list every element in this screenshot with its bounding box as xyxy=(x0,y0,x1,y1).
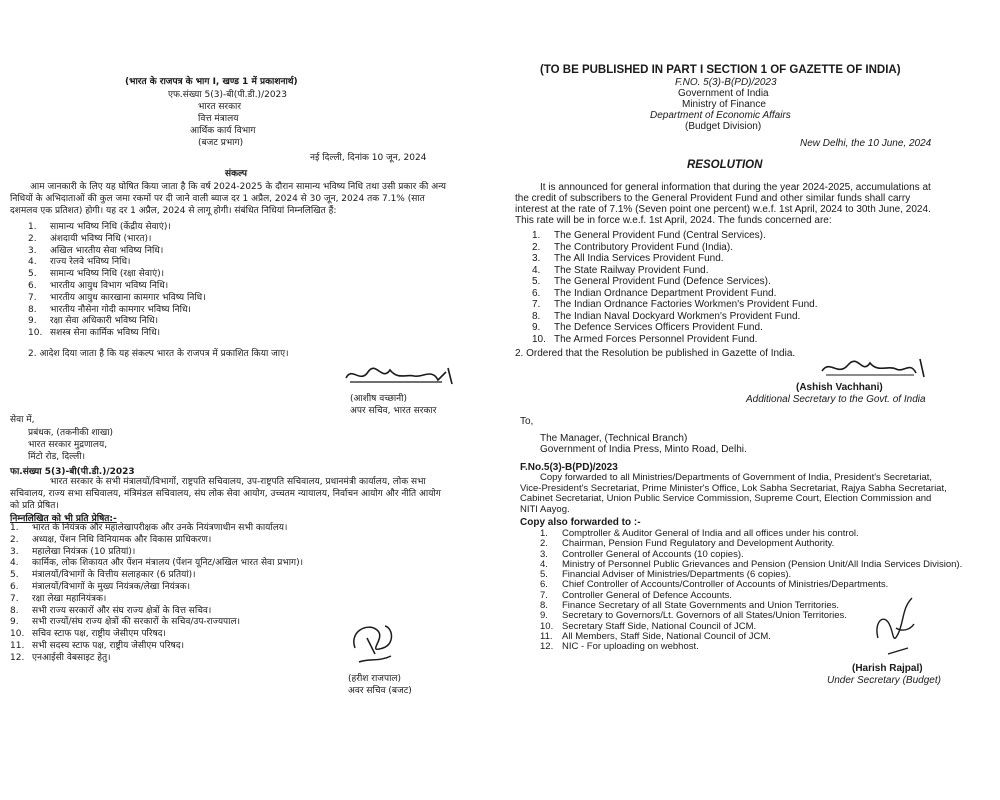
hindi-fund-item-text: अखिल भारतीय सेवा भविष्य निधि। xyxy=(50,245,164,256)
english-fund-item-text: The General Provident Fund (Defence Services). xyxy=(554,276,771,287)
hindi-recipient-item xyxy=(10,523,303,535)
english-to-label: To, xyxy=(520,416,534,427)
hindi-copy-paragraph: भारत सरकार के सभी मंत्रालयों/विभागों, राष्ट्रपति सचिवालय, उप-राष्ट्रपति सचिवालय, प्रधानमंत्री कार्यालय, लोक सभा सचिवालय, राज्य सभा सचिवालय, मंत्रिमंडल सचिवालय, संघ लोक सेवा आयोग, उच्चतम न्यायालय, निर्वाचन आयोग और नीति आयोग को प्रति प्रेषित। xyxy=(10,477,441,511)
hindi-recipient-item xyxy=(10,629,303,641)
english-fund-item xyxy=(532,230,818,242)
hindi-fund-item xyxy=(28,222,206,234)
english-fund-item-text: The State Railway Provident Fund. xyxy=(554,264,709,276)
hindi-fund-item-number: 7. xyxy=(28,292,37,303)
english-copy-also-heading: Copy also forwarded to :- xyxy=(520,517,641,528)
english-fund-item xyxy=(532,242,818,254)
english-fund-item-number: 4. xyxy=(532,264,541,276)
hindi-fund-item xyxy=(28,316,206,328)
english-fund-item-text: The Armed Forces Personnel Provident Fund. xyxy=(554,333,758,345)
english-to-line-1: The Manager, (Technical Branch) xyxy=(540,433,688,444)
english-order-text: 2. Ordered that the Resolution be published in Gazette of India. xyxy=(515,348,796,359)
hindi-recipient-item-text: भारत के नियंत्रक और महालेखापरीक्षक और उनके नियंत्रणाधीन सभी कार्यालय। xyxy=(32,523,288,533)
english-fund-item-number: 3. xyxy=(532,253,541,264)
english-file-number: F.NO. 5(3)-B(PD)/2023 xyxy=(675,77,777,88)
hindi-fund-item xyxy=(28,234,206,246)
english-recipient-item-number: 5. xyxy=(540,569,548,581)
hindi-recipient-item-text: महालेखा नियंत्रक (10 प्रतियां)। xyxy=(32,546,136,557)
hindi-govt: भारत सरकार xyxy=(198,102,242,112)
english-recipient-item-number: 6. xyxy=(540,579,548,591)
english-fund-item-number: 2. xyxy=(532,241,541,253)
hindi-recipient-item-number: 8. xyxy=(10,605,19,616)
english-recipient-item-text: Financial Adviser of Ministries/Departments (6 copies). xyxy=(562,569,792,581)
english-fund-item-text: The General Provident Fund (Central Services). xyxy=(554,230,766,241)
hindi-fund-item-number: 3. xyxy=(28,245,37,256)
english-recipient-item-number: 11. xyxy=(540,630,553,642)
hindi-fund-item-number: 4. xyxy=(28,257,37,268)
hindi-recipient-item xyxy=(10,594,303,606)
hindi-fund-item-number: 2. xyxy=(28,233,37,244)
english-file-number-2: F.No.5(3)-B(PD)/2023 xyxy=(520,462,618,473)
english-resolution-title: RESOLUTION xyxy=(687,159,763,171)
hindi-recipient-item-number: 3. xyxy=(10,546,19,557)
english-fund-item xyxy=(532,288,818,300)
hindi-signature-2 xyxy=(345,618,405,673)
english-fund-item-text: The All India Services Provident Fund. xyxy=(554,253,724,264)
english-recipient-item-number: 2. xyxy=(540,538,548,550)
hindi-recipient-item-text: मंत्रालयों/विभागों के मुख्य नियंत्रक/लेखा नियंत्रक। xyxy=(32,581,191,592)
hindi-recipient-item xyxy=(10,547,303,559)
hindi-signatory-1-title: अपर सचिव, भारत सरकार xyxy=(350,406,437,416)
hindi-recipient-item-number: 4. xyxy=(10,558,19,569)
english-fund-item-text: The Indian Ordnance Department Provident Fund. xyxy=(554,287,777,299)
english-signatory-2-title: Under Secretary (Budget) xyxy=(827,675,941,686)
english-fund-item-number: 8. xyxy=(532,310,541,322)
english-signatory-2-name: (Harish Rajpal) xyxy=(852,663,923,674)
hindi-department: आर्थिक कार्य विभाग xyxy=(190,126,256,136)
hindi-recipient-item xyxy=(10,570,303,582)
english-funds-list xyxy=(532,230,818,345)
hindi-fund-item xyxy=(28,305,206,317)
hindi-resolution-title: संकल्प xyxy=(225,169,247,179)
hindi-recipient-item-text: रक्षा लेखा महानियंत्रक। xyxy=(32,593,107,604)
english-recipient-item-number: 1. xyxy=(540,528,548,539)
hindi-to-line-2: भारत सरकार मुद्रणालय, xyxy=(28,440,108,450)
english-fund-item-text: The Indian Naval Dockyard Workmen's Provident Fund. xyxy=(554,310,801,322)
hindi-recipient-item-text: सचिव स्टाफ पक्ष, राष्ट्रीय जेसीएम परिषद। xyxy=(32,629,166,640)
english-fund-item xyxy=(532,253,818,265)
english-ministry: Ministry of Finance xyxy=(682,99,766,110)
hindi-recipient-item-number: 12. xyxy=(10,652,25,663)
hindi-recipient-item-number: 10. xyxy=(10,629,25,640)
hindi-intro-paragraph: आम जानकारी के लिए यह घोषित किया जाता है कि वर्ष 2024-2025 के दौरान सामान्य भविष्य निधि तथा उसी प्रकार की अन्य निधियों के अभिदाताओं की कुल जमा रकमों पर दी जाने वाली ब्याज दर 1 अप्रैल, 2024 से 30 जून, 2024 तक 7.1% (सात दशमलव एक प्रतिशत) होगी। यह दर 1 अप्रैल, 2024 से लागू होगी। संबंधित निधियां निम्नलिखित हैं: xyxy=(10,182,446,216)
hindi-recipient-item-text: कार्मिक, लोक शिकायत और पेंशन मंत्रालय (पेंशन यूनिट/अखिल भारत सेवा प्रभाग)। xyxy=(32,558,304,569)
hindi-fund-item-text: भारतीय आयुध कारखाना कामगार भविष्य निधि। xyxy=(50,292,206,303)
english-recipient-item-number: 8. xyxy=(540,600,548,612)
hindi-fund-item xyxy=(28,328,206,340)
hindi-recipient-item-number: 2. xyxy=(10,534,19,545)
english-recipient-item-text: Secretary Staff Side, National Council of JCM. xyxy=(562,620,757,632)
english-recipient-item-text: Chairman, Pension Fund Regulatory and Development Authority. xyxy=(562,538,835,550)
english-recipient-item-number: 9. xyxy=(540,610,548,622)
english-govt: Government of India xyxy=(678,88,769,99)
hindi-recipient-item xyxy=(10,558,303,570)
hindi-fund-item-text: राज्य रेलवे भविष्य निधि। xyxy=(50,257,131,268)
english-recipient-item-text: Controller General of Defence Accounts. xyxy=(562,589,733,601)
hindi-fund-item-number: 10. xyxy=(28,328,43,339)
english-recipient-item-text: Controller General of Accounts (10 copies). xyxy=(562,548,744,560)
english-department: Department of Economic Affairs xyxy=(650,110,791,121)
hindi-recipient-item-number: 6. xyxy=(10,581,19,592)
hindi-fund-item xyxy=(28,281,206,293)
english-publish-note: (TO BE PUBLISHED IN PART I SECTION 1 OF GAZETTE OF INDIA) xyxy=(540,64,901,76)
english-fund-item-text: The Defence Services Officers Provident Fund. xyxy=(554,322,763,333)
english-fund-item xyxy=(532,322,818,334)
hindi-to-label: सेवा में, xyxy=(10,415,35,425)
english-recipient-item-number: 10. xyxy=(540,620,554,632)
english-fund-item xyxy=(532,334,818,346)
english-intro-paragraph: It is announced for general information that during the year 2024-2025, accumulations at the credit of subscribers to the General Provident Fund and other similar funds shall carry interest at the rate of 7.1% (Seven point one percent) w.e.f. 1st April, 2024 to 30th June, 2024. This rate will be in force w.e.f. 1st April, 2024. The funds concerned are: xyxy=(515,182,931,226)
english-recipient-item-text: Comptroller & Auditor General of India and all offices under his control. xyxy=(562,528,859,539)
hindi-funds-list xyxy=(28,222,206,340)
hindi-recipient-item xyxy=(10,606,303,618)
hindi-recipient-item-number: 1. xyxy=(10,523,19,533)
hindi-fund-item-number: 1. xyxy=(28,222,37,232)
english-fund-item-number: 10. xyxy=(532,333,546,345)
hindi-fund-item-text: भारतीय आयुध विभाग भविष्य निधि। xyxy=(50,280,169,291)
hindi-fund-item-text: सामान्य भविष्य निधि (रक्षा सेवाएं)। xyxy=(50,269,165,280)
hindi-to-line-3: मिंटो रोड, दिल्ली। xyxy=(28,452,86,462)
hindi-signatory-1-name: (आशीष वच्छानी) xyxy=(350,394,408,404)
hindi-fund-item-number: 9. xyxy=(28,316,37,327)
english-copy-paragraph: Copy forwarded to all Ministries/Departments of Government of India, President's Secretariat, Vice-President's Secretariat, Prime Minister's Office, Lok Sabha Secretariat, Rajya Sabha Secretariat, Cabinet Secretariat, Union Public Service Commission, Supreme Court, Election Commission and NITI Aayog. xyxy=(520,472,947,515)
hindi-file-number-2: फा.संख्या 5(3)-बी(पी.डी.)/2023 xyxy=(10,467,135,477)
hindi-fund-item-number: 6. xyxy=(28,280,37,291)
hindi-fund-item-number: 8. xyxy=(28,304,37,315)
hindi-fund-item-text: भारतीय नौसेना गोदी कामगार भविष्य निधि। xyxy=(50,304,191,315)
hindi-to-line-1: प्रबंधक, (तकनीकी शाखा) xyxy=(28,428,114,438)
hindi-fund-item xyxy=(28,269,206,281)
english-date: New Delhi, the 10 June, 2024 xyxy=(800,138,932,149)
english-signature-1 xyxy=(818,353,928,383)
hindi-fund-item xyxy=(28,246,206,258)
hindi-copy-also-heading: निम्नलिखित को भी प्रति प्रेषित:- xyxy=(10,514,117,524)
english-recipient-item-text: Secretary to Governors/Lt. Governors of all States/Union Territories. xyxy=(562,610,847,622)
hindi-recipient-item xyxy=(10,641,303,653)
hindi-recipient-item-number: 11. xyxy=(10,640,25,651)
hindi-recipient-item xyxy=(10,617,303,629)
hindi-signature-1 xyxy=(342,362,462,390)
hindi-fund-item-text: अंशदायी भविष्य निधि (भारत)। xyxy=(50,233,152,244)
hindi-recipients-list xyxy=(10,523,303,665)
english-signatory-1-name: (Ashish Vachhani) xyxy=(796,382,883,393)
hindi-recipient-item-number: 7. xyxy=(10,593,19,604)
hindi-recipient-item-number: 5. xyxy=(10,570,19,581)
hindi-fund-item-text: सामान्य भविष्य निधि (केंद्रीय सेवाएं)। xyxy=(50,222,171,232)
english-signature-2 xyxy=(868,588,928,658)
english-recipient-item-number: 12. xyxy=(540,641,554,653)
hindi-recipient-item xyxy=(10,653,303,665)
english-fund-item xyxy=(532,311,818,323)
english-fund-item xyxy=(532,265,818,277)
english-recipient-item-text: Chief Controller of Accounts/Controller of Accounts of Ministries/Departments. xyxy=(562,579,889,591)
english-recipient-item-number: 4. xyxy=(540,558,548,570)
hindi-fund-item-text: सशस्त्र सेना कार्मिक भविष्य निधि। xyxy=(50,328,161,339)
english-fund-item-number: 6. xyxy=(532,287,541,299)
english-recipient-item-text: All Members, Staff Side, National Council of JCM. xyxy=(562,630,771,642)
english-recipient-item-number: 7. xyxy=(540,589,548,601)
english-signatory-1-title: Additional Secretary to the Govt. of India xyxy=(746,394,926,405)
hindi-fund-item-text: रक्षा सेवा अधिकारी भविष्य निधि। xyxy=(50,316,159,327)
hindi-recipient-item-text: सभी राज्य सरकारों और संघ राज्य क्षेत्रों के वित्त सचिव। xyxy=(32,605,212,616)
hindi-signatory-2-title: अवर सचिव (बजट) xyxy=(348,686,412,696)
hindi-ministry: वित्त मंत्रालय xyxy=(198,114,239,124)
hindi-publish-note: (भारत के राजपत्र के भाग I, खण्ड 1 में प्रकाशनार्थ) xyxy=(125,77,298,87)
english-resolution-page xyxy=(500,0,1000,800)
hindi-recipient-item-text: मंत्रालयों/विभागों के वित्तीय सलाहकार (6 प्रतियां)। xyxy=(32,570,196,581)
english-recipient-item-text: Finance Secretary of all State Governments and Union Territories. xyxy=(562,600,840,612)
hindi-division: (बजट प्रभाग) xyxy=(198,138,244,148)
hindi-fund-item-number: 5. xyxy=(28,269,37,280)
english-fund-item-number: 9. xyxy=(532,322,541,333)
hindi-recipient-item xyxy=(10,535,303,547)
hindi-recipient-item-text: सभी राज्यों/संघ राज्य क्षेत्रों की सरकारों के सचिव/उप-राज्यपाल। xyxy=(32,617,241,628)
hindi-recipient-item xyxy=(10,582,303,594)
english-recipient-item-text: NIC - For uploading on webhost. xyxy=(562,641,699,653)
english-fund-item-number: 5. xyxy=(532,276,541,287)
english-fund-item xyxy=(532,299,818,311)
hindi-fund-item xyxy=(28,257,206,269)
hindi-file-number: एफ.संख्या 5(3)-बी(पी.डी.)/2023 xyxy=(168,90,287,100)
english-fund-item-text: The Indian Ordnance Factories Workmen's Provident Fund. xyxy=(554,299,818,310)
english-recipient-item-text: Ministry of Personnel Public Grievances and Pension (Pension Unit/All India Services Division). xyxy=(562,558,963,570)
english-to-line-2: Government of India Press, Minto Road, Delhi. xyxy=(540,444,747,455)
english-fund-item xyxy=(532,276,818,288)
english-fund-item-text: The Contributory Provident Fund (India). xyxy=(554,241,733,253)
hindi-fund-item xyxy=(28,293,206,305)
english-fund-item-number: 7. xyxy=(532,299,541,310)
hindi-recipient-item-text: अध्यक्ष, पेंशन निधि विनियामक और विकास प्राधिकरण। xyxy=(32,534,212,545)
hindi-order-text: 2. आदेश दिया जाता है कि यह संकल्प भारत के राजपत्र में प्रकाशित किया जाए। xyxy=(28,349,289,359)
english-recipient-item-number: 3. xyxy=(540,548,548,560)
hindi-signatory-2-name: (हरीश राजपाल) xyxy=(348,674,402,684)
english-division: (Budget Division) xyxy=(685,121,762,132)
hindi-recipient-item-text: एनआईसी वेबसाइट हेतु। xyxy=(32,652,111,663)
hindi-recipient-item-number: 9. xyxy=(10,617,19,628)
english-fund-item-number: 1. xyxy=(532,230,541,241)
hindi-recipient-item-text: सभी सदस्य स्टाफ पक्ष, राष्ट्रीय जेसीएम परिषद। xyxy=(32,640,185,651)
hindi-date: नई दिल्ली, दिनांक 10 जून, 2024 xyxy=(310,153,427,163)
